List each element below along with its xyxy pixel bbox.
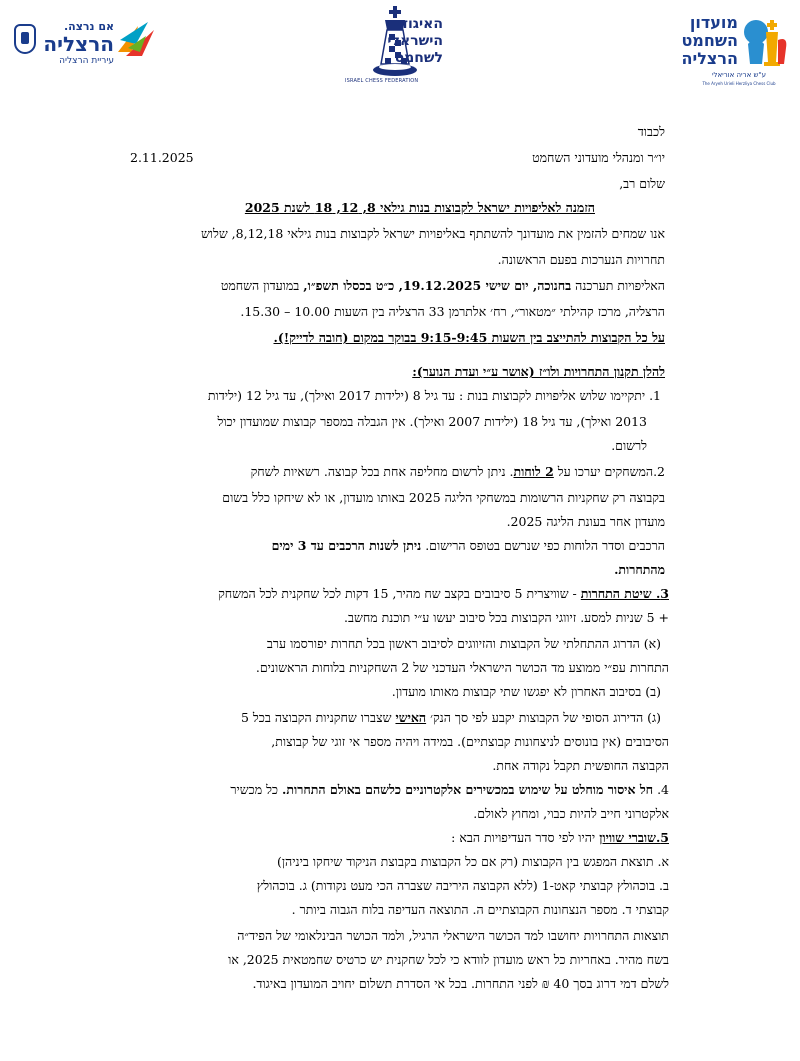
herzliya-chess-club-logo <box>660 14 790 94</box>
rule-line: א. תוצאת המפגש בין הקבוצות (רק אם כל הקבוצות בקבוצת הניקוד שיחקו ביניהן) <box>276 854 669 869</box>
rule-line: + 5 שניות למסע. זיווגי הקבוצות בכל סיבוב יעשו ע״י תוכנת מחשב. <box>344 610 669 625</box>
rule-line: מהתחרות. <box>614 562 665 577</box>
club-english-name: The Aryeh Urieli Herzliya Chess Club <box>702 81 776 86</box>
chess-pieces-icon <box>740 14 790 70</box>
club-line-1: מועדון <box>689 13 738 32</box>
rule-line: קבוצתי ד. מספר הנצחונות הקבוצתיים ה. התוצאה העדיפה בלוח הגבוה ביותר . <box>291 902 669 917</box>
rule-line: ב. בוכהולץ קבוצתי קאט-1 (ללא הקבוצה היריבה שצברה הכי מעט נקודות) ג. בוכהולץ <box>256 878 669 893</box>
rule-line: הרכבים וסדר הלוחות כפי שנרשם בטופס הרישום. ניתן לשנות הרכבים עד 3 ימים <box>271 538 665 553</box>
closing-line: בשח מהיר. באחריות כל ראש מועדון לוודא כי לכל שחקנית יש כרטיס שחמטאית 2025, או <box>228 952 669 967</box>
rule-line: לרשום. <box>611 438 647 453</box>
rule-line: 3. שיטת התחרות - שוויצרית 5 סיבובים בקצב שח מהיר, 15 דקות לכל שחקנית לכל המשחק <box>218 586 669 601</box>
letter-date: 2.11.2025 <box>130 150 194 165</box>
salutation-to: לכבוד <box>637 124 665 139</box>
closing-line: לשלם דמי דרוג בסך 40 ₪ לפני התחרות. בכל אי הסדרת תשלום יחויב המועדון באיגוד. <box>252 976 669 991</box>
rule-line: 2.המשחקים יערכו על 2 לוחות. ניתן לרשום מחליפה אחת בכל קבוצה. רשאיות לשחק <box>250 464 665 479</box>
closing-line: תוצאות התחרויות יחושבו למד הכושר הישראלי הרגיל, ולמד הכושר הבינלאומי של הפיד״ה <box>237 928 669 943</box>
club-subtitle: ע"ש אריה אוריאלי <box>711 71 767 79</box>
rule-line: אלקטרוני חייב להיות כבוי, ומחוץ לאולם. <box>473 806 669 821</box>
rule-line: 5.שוברי שוויון יהיו לפי סדר העדיפויות הבא : <box>451 830 669 845</box>
paragraph-line: תחרויות הנערכות בפעם הראשונה. <box>497 252 665 267</box>
icf-english-name: ISRAEL CHESS FEDERATION <box>345 78 419 84</box>
rule-line: (א) הדרוג ההתחלתי של הקבוצות והזיווגים לסיבוב ראשון בכל תחרות יפורסמו ערב <box>266 636 661 651</box>
herzliya-municipality-logo <box>14 20 154 68</box>
paragraph-line: הרצליה, מרכז קהילתי ״מטאור״, רח׳ אלתרמן 33 הרצליה בין השעות 10.00 – 15.30. <box>240 304 665 319</box>
rule-line: (ג) הדירוג הסופי של הקבוצות יקבע לפי סך הנק׳ האישי שצברו שחקניות הקבוצה בכל 5 <box>240 710 661 725</box>
greeting: שלום רב, <box>619 176 665 191</box>
rule-line: הקבוצה החופשית תקבל נקודה אחת. <box>492 758 669 773</box>
letter-title: הזמנה לאליפויות ישראל לקבוצות בנות גילאי 8, 12, 18 לשנת 2025 <box>244 200 595 215</box>
icf-line-2: הישראלי <box>387 33 443 49</box>
rule-line: התחרות עפ״י ממוצע מד הכושר הישראלי העדכני של 2 השחקניות בלוחות הראשונים. <box>255 660 669 675</box>
israel-chess-federation-logo <box>345 4 495 94</box>
rule-line: מועדון אחר בעונת הליגה 2025. <box>506 514 665 529</box>
icf-line-1: האיגוד <box>399 16 443 32</box>
rule-line: 1. יתקיימו שלוש אליפויות לקבוצות בנות : עד גיל 8 (ילידות 2017 ואילך), עד גיל 12 (ילידות <box>207 388 661 403</box>
rule-line: הסיבובים (אין בונוסים לניצחונות קבוצתיים). במידה ויהיה מספר אי זוגי של קבוצות, <box>271 734 669 749</box>
rule-line: 2013 ואילך), עד גיל 18 (ילידות 2007 ואילך). אין הגבלה במספר קבוצות שמועדון יכול <box>217 414 647 429</box>
recipients: יו״ר ומנהלי מועדוני השחמט <box>532 150 665 165</box>
rule-line: בקבוצה רק שחקניות הרשומות במשחקי הליגה 2025 באותו מועדון, או לא שיחקו כלל בשום <box>222 490 665 505</box>
rule-line: (ב) בסיבוב האחרון לא יפגשו שתי קבוצות מאותו מועדון. <box>391 684 661 699</box>
icf-line-3: לשחמט <box>394 50 443 66</box>
rules-title: להלן תקנון התחרויות ולו״ז (אושר ע״י ועדת הנוער): <box>412 364 665 379</box>
rule-line: 4. חל איסור מוחלט על שימוש במכשירים אלקטרוניים כלשהם באולם התחרות. כל מכשיר <box>230 782 669 797</box>
municipality-tagline: אם נרצה. <box>63 20 114 33</box>
club-line-3: הרצליה <box>681 49 738 68</box>
club-line-2: השחמט <box>681 31 738 50</box>
arrival-notice: על כל הקבוצות להתייצב בין השעות 9:15-9:45 בבוקר במקום (חובה לדייק!). <box>273 330 665 345</box>
letterhead <box>0 0 800 100</box>
herzliya-swoosh-icon <box>118 22 154 58</box>
municipality-sub: עיריית הרצליה <box>59 56 114 66</box>
municipality-name: הרצליה <box>43 32 114 56</box>
herzliya-crest-icon <box>14 24 36 54</box>
paragraph-line: אנו שמחים להזמין את מועדונך להשתתף באליפויות ישראל לקבוצות בנות גילאי 8,12,18, שלוש <box>200 226 665 241</box>
paragraph-line: האליפויות תערכנה בחנוכה, יום שישי 19.12.2025, כ״ט בכסלו תשפ״ו, במועדון השחמט <box>220 278 665 293</box>
